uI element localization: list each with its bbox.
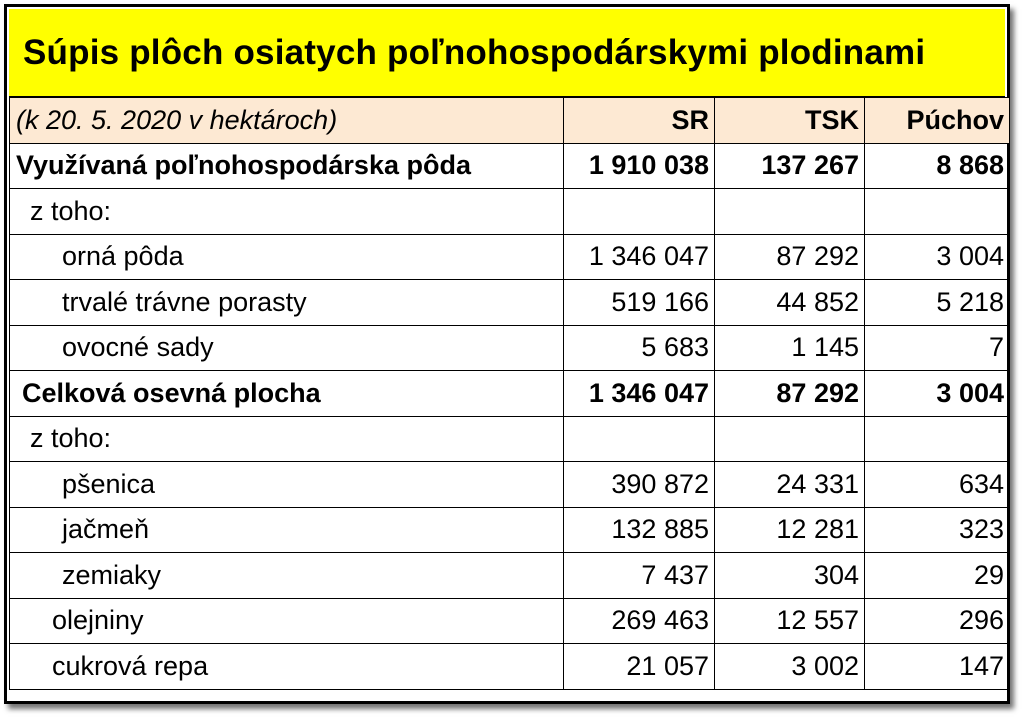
table-row <box>10 553 1010 599</box>
cell-puchov: 8 868 <box>865 143 1010 189</box>
cell-puchov: 3 004 <box>865 234 1010 280</box>
cell-puchov: 7 <box>865 325 1010 371</box>
table-row <box>10 598 1010 644</box>
cell-sr: 1 910 038 <box>564 143 715 189</box>
table-row <box>10 507 1010 553</box>
page-title: Súpis plôch osiatych poľnohospodárskymi plodinami <box>23 32 926 72</box>
row-label: cukrová repa <box>10 644 564 690</box>
cell-sr <box>564 189 715 235</box>
table-row <box>10 644 1010 690</box>
row-label: olejniny <box>10 598 564 644</box>
row-label: z toho: <box>10 189 564 235</box>
cell-tsk: 137 267 <box>715 143 865 189</box>
cell-tsk: 304 <box>715 553 865 599</box>
row-label: zemiaky <box>10 553 564 599</box>
cell-sr <box>564 416 715 462</box>
cell-puchov: 5 218 <box>865 280 1010 326</box>
cell-puchov: 147 <box>865 644 1010 690</box>
cell-puchov: 296 <box>865 598 1010 644</box>
cell-sr: 390 872 <box>564 462 715 508</box>
row-label: pšenica <box>10 462 564 508</box>
column-header-sr: SR <box>564 98 715 144</box>
cell-sr: 5 683 <box>564 325 715 371</box>
cell-sr: 132 885 <box>564 507 715 553</box>
cell-tsk: 12 557 <box>715 598 865 644</box>
cell-tsk <box>715 416 865 462</box>
table-row <box>10 325 1010 371</box>
cell-sr: 21 057 <box>564 644 715 690</box>
row-label: jačmeň <box>10 507 564 553</box>
title-banner <box>9 9 1005 97</box>
row-label: orná pôda <box>10 234 564 280</box>
cell-sr: 269 463 <box>564 598 715 644</box>
header-row <box>10 98 1010 144</box>
cell-tsk: 12 281 <box>715 507 865 553</box>
table-row <box>10 234 1010 280</box>
cell-tsk <box>715 189 865 235</box>
cell-puchov: 634 <box>865 462 1010 508</box>
cell-puchov: 323 <box>865 507 1010 553</box>
cell-puchov <box>865 416 1010 462</box>
table-row <box>10 416 1010 462</box>
cell-tsk: 87 292 <box>715 371 865 417</box>
column-header-puchov: Púchov <box>865 98 1010 144</box>
cell-puchov <box>865 189 1010 235</box>
cell-sr: 1 346 047 <box>564 371 715 417</box>
row-label: ovocné sady <box>10 325 564 371</box>
table-row <box>10 280 1010 326</box>
cell-tsk: 3 002 <box>715 644 865 690</box>
table-row <box>10 371 1010 417</box>
unit-note: (k 20. 5. 2020 v hektároch) <box>10 98 564 144</box>
cell-tsk: 87 292 <box>715 234 865 280</box>
table-frame <box>4 4 1010 704</box>
row-label: trvalé trávne porasty <box>10 280 564 326</box>
table-row <box>10 462 1010 508</box>
crop-area-table <box>9 97 1010 690</box>
cell-tsk: 24 331 <box>715 462 865 508</box>
cell-tsk: 44 852 <box>715 280 865 326</box>
column-header-tsk: TSK <box>715 98 865 144</box>
cell-puchov: 29 <box>865 553 1010 599</box>
row-label: z toho: <box>10 416 564 462</box>
row-label: Celková osevná plocha <box>10 371 564 417</box>
table-row <box>10 189 1010 235</box>
cell-puchov: 3 004 <box>865 371 1010 417</box>
cell-sr: 7 437 <box>564 553 715 599</box>
cell-sr: 519 166 <box>564 280 715 326</box>
table-row <box>10 143 1010 189</box>
row-label: Využívaná poľnohospodárska pôda <box>10 143 564 189</box>
cell-sr: 1 346 047 <box>564 234 715 280</box>
cell-tsk: 1 145 <box>715 325 865 371</box>
